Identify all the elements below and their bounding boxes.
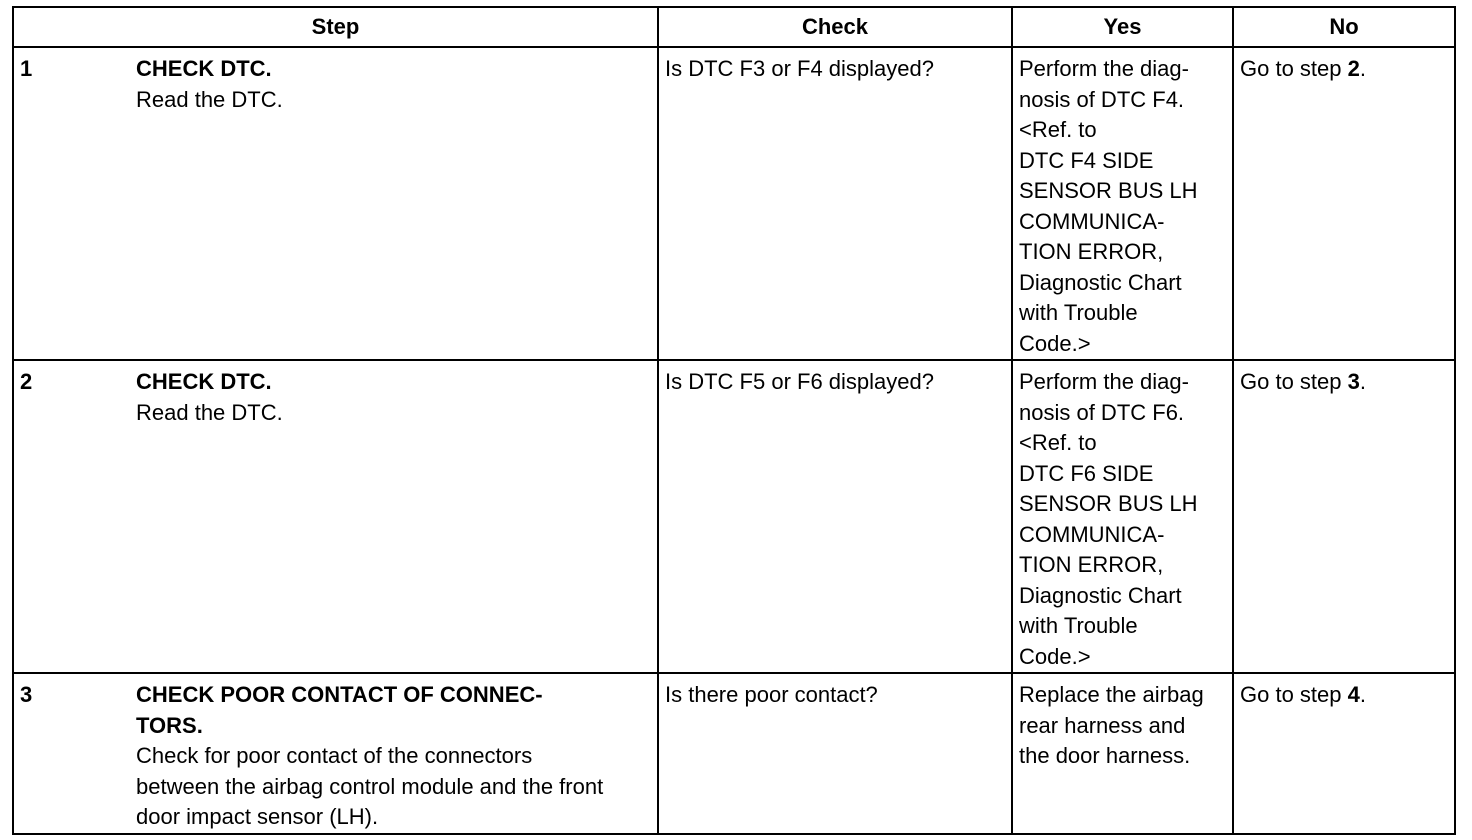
- no-text: Go to step: [1240, 369, 1348, 394]
- next-step-number: 4: [1347, 682, 1360, 707]
- no-cell: [1233, 360, 1455, 673]
- step-cell: [13, 360, 658, 673]
- step-description: Read the DTC.: [136, 399, 283, 425]
- next-step-number: 2: [1347, 56, 1360, 81]
- no-text-suffix: .: [1359, 56, 1366, 81]
- yes-text-line: TION ERROR,: [1019, 239, 1164, 264]
- step-cell: [13, 47, 658, 360]
- step-description-line: between the airbag control module and the front: [136, 773, 604, 799]
- yes-text-line: Diagnostic Chart: [1019, 269, 1182, 295]
- table-row: [13, 673, 1455, 834]
- yes-text-line: <Ref. to: [1019, 430, 1097, 455]
- step-description: Read the DTC.: [136, 86, 283, 112]
- table-header-row: [13, 7, 1455, 47]
- no-text: Go to step: [1240, 56, 1348, 81]
- yes-text-line: COMMUNICA-: [1019, 208, 1165, 234]
- header-step: Step: [13, 7, 658, 47]
- step-description-line: Check for poor contact of the connectors: [136, 743, 533, 768]
- yes-cell: [1012, 47, 1233, 360]
- diagnostic-table: [12, 6, 1456, 835]
- table-row: [13, 47, 1455, 360]
- header-check: Check: [658, 7, 1012, 47]
- yes-text-line: Code.>: [1019, 330, 1091, 356]
- yes-text-line: Perform the diag-: [1019, 56, 1189, 81]
- no-text: Go to step: [1240, 682, 1348, 707]
- yes-text-line: <Ref. to: [1019, 117, 1097, 142]
- yes-text-line: SENSOR BUS LH: [1019, 178, 1198, 203]
- header-yes: Yes: [1012, 7, 1233, 47]
- yes-text-line: DTC F6 SIDE: [1019, 460, 1154, 486]
- table-row: [13, 360, 1455, 673]
- header-no: No: [1233, 7, 1455, 47]
- no-text-suffix: .: [1359, 369, 1366, 394]
- step-cell: [13, 673, 658, 834]
- check-cell: Is DTC F3 or F4 displayed?: [658, 47, 1012, 360]
- yes-text-line: Diagnostic Chart: [1019, 582, 1182, 608]
- step-number: 2: [20, 369, 33, 394]
- yes-text-line: Replace the airbag: [1019, 682, 1204, 707]
- yes-text-line: with Trouble: [1019, 300, 1138, 325]
- yes-cell: [1012, 673, 1233, 834]
- yes-text-line: the door harness.: [1019, 743, 1191, 768]
- no-text-suffix: .: [1359, 682, 1366, 707]
- step-number: 3: [20, 682, 33, 707]
- yes-cell: [1012, 360, 1233, 673]
- step-title: CHECK DTC.: [136, 56, 272, 81]
- check-cell: Is DTC F5 or F6 displayed?: [658, 360, 1012, 673]
- step-title-line: TORS.: [136, 712, 203, 738]
- yes-text-line: rear harness and: [1019, 712, 1186, 738]
- yes-text-line: nosis of DTC F6.: [1019, 399, 1185, 425]
- step-title: CHECK DTC.: [136, 369, 272, 394]
- yes-text-line: COMMUNICA-: [1019, 521, 1165, 547]
- yes-text-line: Code.>: [1019, 643, 1091, 669]
- next-step-number: 3: [1347, 369, 1360, 394]
- yes-text-line: with Trouble: [1019, 613, 1138, 638]
- no-cell: [1233, 673, 1455, 834]
- yes-text-line: SENSOR BUS LH: [1019, 491, 1198, 516]
- yes-text-line: TION ERROR,: [1019, 552, 1164, 577]
- yes-text-line: nosis of DTC F4.: [1019, 86, 1185, 112]
- step-description-line: door impact sensor (LH).: [136, 804, 379, 829]
- yes-text-line: Perform the diag-: [1019, 369, 1189, 394]
- no-cell: [1233, 47, 1455, 360]
- step-number: 1: [20, 56, 33, 81]
- yes-text-line: DTC F4 SIDE: [1019, 147, 1154, 173]
- check-cell: Is there poor contact?: [658, 673, 1012, 834]
- step-title-line: CHECK POOR CONTACT OF CONNEC-: [136, 682, 543, 707]
